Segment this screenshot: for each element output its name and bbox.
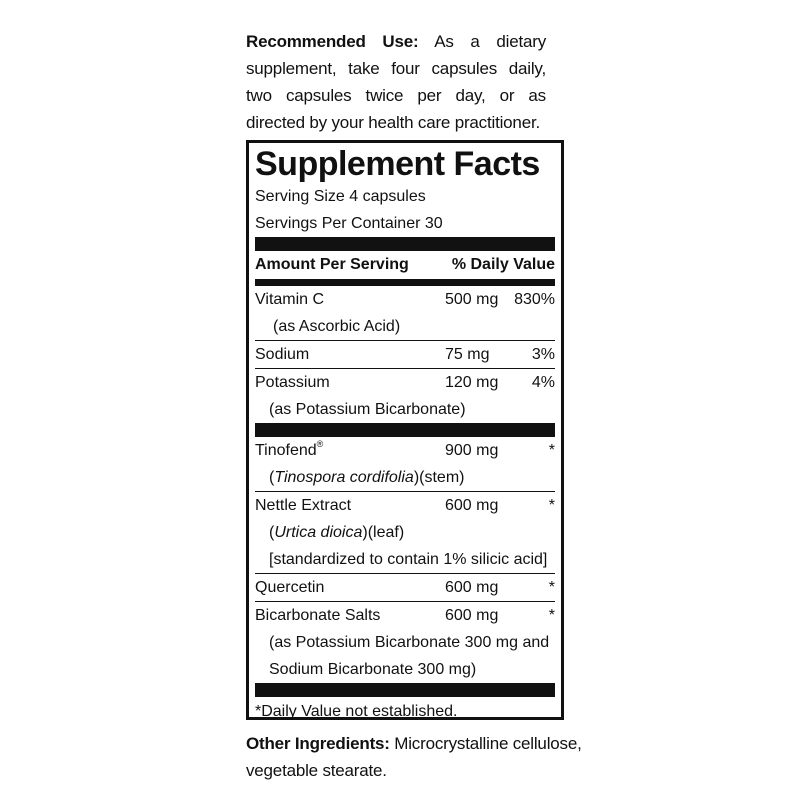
other-ingredients-label: Other Ingredients:: [246, 734, 390, 753]
nutrient-detail: (as Potassium Bicarbonate 300 mg and: [269, 634, 550, 651]
daily-value-header: % Daily Value: [451, 256, 555, 273]
nutrient-name: Quercetin: [255, 579, 325, 596]
other-ingredients: [246, 730, 586, 784]
other-ingredients-text: Microcrystalline cellulose, vegetable stearate.: [246, 734, 582, 780]
recommended-use-text: As a dietary supplement, take four capsules daily, two capsules twice per day, or as directed by your health care practitioner.: [246, 32, 546, 132]
nutrient-detail-2: [standardized to contain 1% silicic acid]: [269, 551, 548, 568]
column-header: [255, 251, 555, 279]
nutrient-name: Tinofend®: [255, 439, 324, 459]
divider-thick: [255, 683, 555, 697]
nutrient-name: Potassium: [255, 374, 330, 391]
nutrient-dv: *: [548, 579, 555, 596]
amount-per-serving-header: Amount Per Serving: [255, 256, 409, 273]
recommended-use-label: Recommended Use:: [246, 32, 419, 51]
nutrient-name: Nettle Extract: [255, 497, 352, 514]
nutrient-amount: 600 mg: [445, 607, 499, 624]
divider-medium: [255, 279, 555, 286]
divider-thick: [255, 423, 555, 437]
nutrient-amount: 600 mg: [445, 497, 499, 514]
nutrient-detail: (as Ascorbic Acid): [273, 318, 401, 335]
nutrient-amount: 75 mg: [445, 346, 490, 363]
nutrient-dv: *: [548, 607, 555, 624]
supplement-facts-panel: [246, 140, 564, 720]
nutrient-row-vitamin-c: [255, 286, 555, 340]
nutrient-detail: (Urtica dioica)(leaf): [269, 524, 405, 541]
nutrient-amount: 120 mg: [445, 374, 499, 391]
nutrient-amount: 600 mg: [445, 579, 499, 596]
nutrient-row-potassium: [255, 369, 555, 423]
nutrient-detail-2: Sodium Bicarbonate 300 mg): [269, 661, 477, 678]
registered-mark: ®: [316, 439, 324, 449]
recommended-use: [246, 28, 546, 136]
nutrient-dv: 3%: [531, 346, 555, 363]
nutrient-dv: *: [548, 497, 555, 514]
panel-title: Supplement Facts: [255, 145, 540, 183]
nutrient-amount: 900 mg: [445, 442, 499, 459]
nutrient-row-sodium: [255, 341, 555, 368]
nutrient-dv: 830%: [514, 291, 555, 308]
nutrient-row-bicarbonate-salts: [255, 602, 555, 683]
nutrient-row-quercetin: [255, 574, 555, 601]
nutrient-name: Sodium: [255, 346, 310, 363]
nutrient-name: Bicarbonate Salts: [255, 607, 381, 624]
nutrient-detail: (Tinospora cordifolia)(stem): [269, 469, 465, 486]
nutrient-row-tinofend: [255, 437, 555, 491]
nutrient-amount: 500 mg: [445, 291, 499, 308]
nutrient-detail: (as Potassium Bicarbonate): [269, 401, 466, 418]
serving-size: Serving Size 4 capsules: [255, 188, 426, 205]
servings-per-container: Servings Per Container 30: [255, 215, 443, 232]
nutrient-name: Vitamin C: [255, 291, 325, 308]
nutrient-dv: 4%: [531, 374, 555, 391]
divider-thick: [255, 237, 555, 251]
footnote: *Daily Value not established.: [255, 703, 458, 720]
nutrient-dv: *: [548, 442, 555, 459]
nutrient-row-nettle-extract: [255, 492, 555, 573]
